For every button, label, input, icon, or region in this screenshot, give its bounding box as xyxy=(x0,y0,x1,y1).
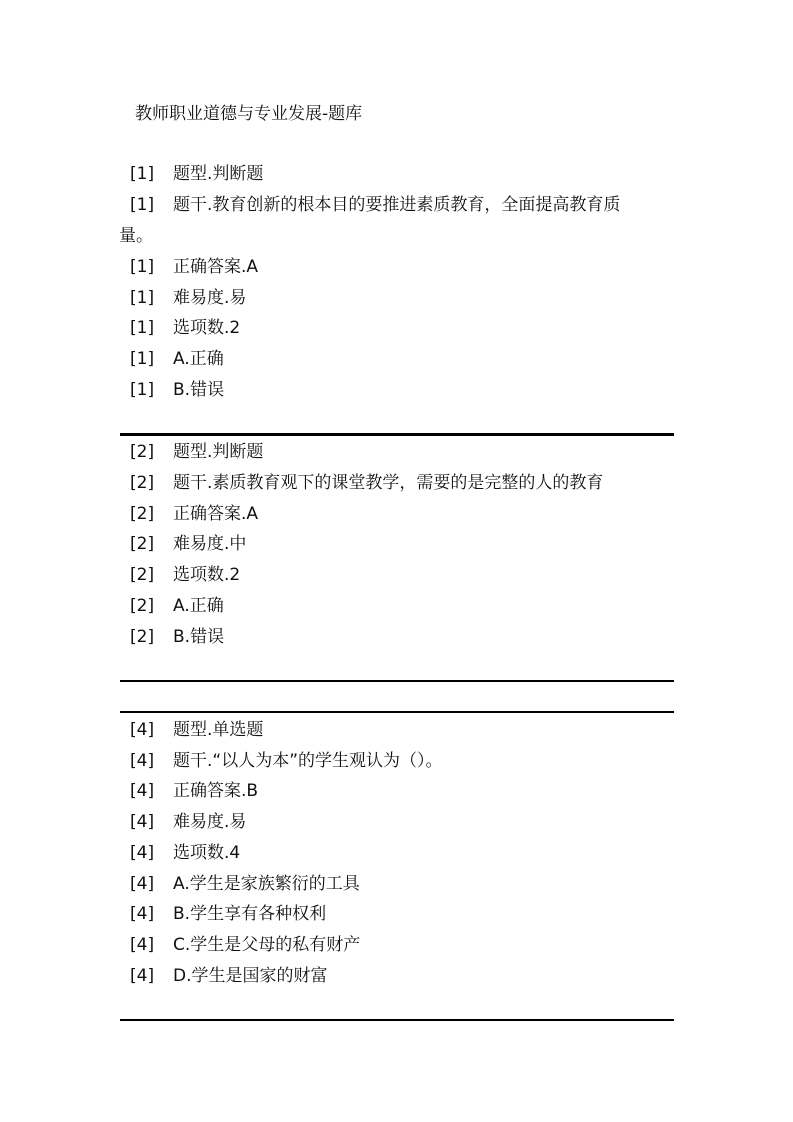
question-field: B.错误 xyxy=(173,627,225,647)
question-number: [1] xyxy=(130,195,155,215)
question-field: A.正确 xyxy=(173,349,224,369)
question-field: 选项数.2 xyxy=(173,318,241,338)
question-field: B.错误 xyxy=(173,380,225,400)
document-title: 教师职业道德与专业发展-题库 xyxy=(135,104,363,124)
divider xyxy=(120,1019,674,1021)
question-field: D.学生是国家的财富 xyxy=(173,966,328,986)
question-number: [2] xyxy=(130,504,155,524)
question-number: [2] xyxy=(130,565,155,585)
question-field: 题型.判断题 xyxy=(173,442,264,462)
question-number: [4] xyxy=(130,935,155,955)
question-number: [4] xyxy=(130,751,155,771)
question-field: A.学生是家族繁衍的工具 xyxy=(173,874,360,894)
question-field: 正确答案.B xyxy=(173,781,259,801)
question-field: A.正确 xyxy=(173,596,224,616)
question-number: [4] xyxy=(130,904,155,924)
question-field: 题型.判断题 xyxy=(173,164,264,184)
question-field: 难易度.易 xyxy=(173,812,247,832)
question-field: 正确答案.A xyxy=(173,504,259,524)
question-field: 题干.“以人为本”的学生观认为（）。 xyxy=(173,751,443,771)
question-number: [4] xyxy=(130,781,155,801)
question-number: [4] xyxy=(130,966,155,986)
question-number: [2] xyxy=(130,627,155,647)
question-field: 难易度.中 xyxy=(173,534,247,554)
question-number: [1] xyxy=(130,164,155,184)
divider xyxy=(120,680,674,682)
question-number: [1] xyxy=(130,288,155,308)
question-number: [1] xyxy=(130,318,155,338)
question-field: 题干.素质教育观下的课堂教学，需要的是完整的人的教育 xyxy=(173,473,604,493)
question-field: C.学生是父母的私有财产 xyxy=(173,935,361,955)
question-number: [2] xyxy=(130,596,155,616)
question-number: [4] xyxy=(130,874,155,894)
question-field: 选项数.4 xyxy=(173,843,241,863)
question-stem-wrap: 量。 xyxy=(119,226,153,246)
question-number: [2] xyxy=(130,473,155,493)
question-field: 难易度.易 xyxy=(173,288,247,308)
question-number: [1] xyxy=(130,349,155,369)
question-field: 选项数.2 xyxy=(173,565,241,585)
divider xyxy=(120,433,674,436)
question-field: 正确答案.A xyxy=(173,257,259,277)
question-number: [1] xyxy=(130,380,155,400)
question-field: 题干.教育创新的根本目的要推进素质教育，全面提高教育质 xyxy=(173,195,621,215)
divider xyxy=(120,711,674,713)
question-number: [4] xyxy=(130,843,155,863)
question-field: 题型.单选题 xyxy=(173,720,264,740)
question-number: [2] xyxy=(130,442,155,462)
question-number: [1] xyxy=(130,257,155,277)
question-number: [4] xyxy=(130,812,155,832)
question-field: B.学生享有各种权利 xyxy=(173,904,327,924)
question-number: [4] xyxy=(130,720,155,740)
question-number: [2] xyxy=(130,534,155,554)
